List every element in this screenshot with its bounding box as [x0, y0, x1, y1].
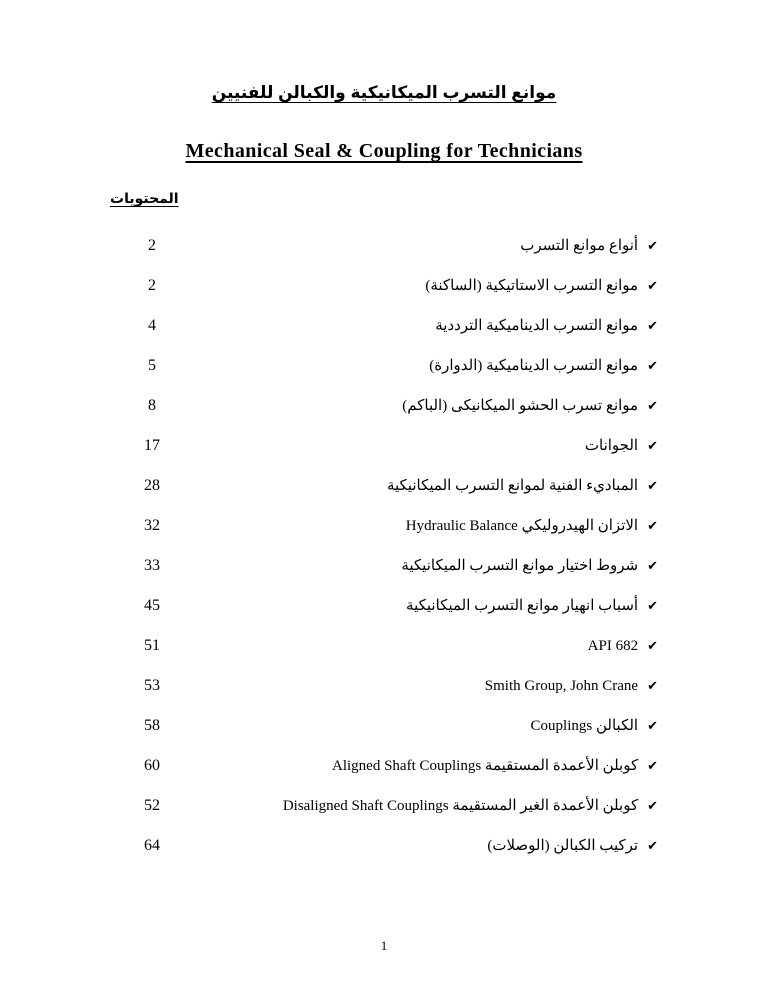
- checkmark-icon: ✔: [647, 439, 658, 454]
- checkmark-icon: ✔: [647, 639, 658, 654]
- toc-item-label: الكبالن Couplings: [530, 718, 639, 734]
- toc-item-label: تركيب الكبالن (الوصلات): [487, 838, 639, 854]
- toc-row[interactable]: [0, 436, 768, 476]
- contents-heading: المحتويات: [110, 190, 179, 206]
- checkmark-icon: ✔: [647, 559, 658, 574]
- checkmark-icon: ✔: [647, 279, 658, 294]
- toc-row[interactable]: [0, 636, 768, 676]
- toc-row[interactable]: [0, 716, 768, 756]
- toc-entry[interactable]: [387, 476, 658, 497]
- toc-item-label: أنواع موانع التسرب: [520, 238, 639, 254]
- toc-item-page-number: 64: [144, 837, 160, 854]
- toc-item-page-number: 52: [144, 797, 160, 814]
- checkmark-icon: ✔: [647, 399, 658, 414]
- toc-item-label: المباديء الفنية لموانع التسرب الميكانيكية: [386, 478, 639, 494]
- checkmark-icon: ✔: [647, 239, 658, 254]
- toc-item-label: موانع التسرب الاستاتيكية (الساكنة): [425, 278, 639, 294]
- toc-item-label: API 682: [587, 638, 639, 654]
- toc-row[interactable]: [0, 796, 768, 836]
- toc-row[interactable]: [0, 236, 768, 276]
- toc-item-page-number: 45: [144, 597, 160, 614]
- checkmark-icon: ✔: [647, 359, 658, 374]
- toc-entry[interactable]: [485, 676, 658, 697]
- toc-item-page-number: 4: [148, 317, 156, 334]
- toc-row[interactable]: [0, 836, 768, 876]
- toc-entry[interactable]: [406, 516, 658, 537]
- toc-entry[interactable]: [435, 316, 658, 337]
- toc-item-label: الاتزان الهيدروليكي Hydraulic Balance: [405, 518, 639, 534]
- toc-row[interactable]: [0, 276, 768, 316]
- toc-item-page-number: 5: [148, 357, 156, 374]
- toc-row[interactable]: [0, 476, 768, 516]
- table-of-contents: [0, 236, 768, 876]
- toc-entry[interactable]: [283, 796, 658, 817]
- checkmark-icon: ✔: [647, 719, 658, 734]
- footer-page-number: 1: [380, 938, 388, 953]
- toc-entry[interactable]: [425, 276, 658, 297]
- checkmark-icon: ✔: [647, 319, 658, 334]
- toc-item-label: الجوانات: [584, 438, 639, 454]
- toc-item-page-number: 8: [148, 397, 156, 414]
- checkmark-icon: ✔: [647, 519, 658, 534]
- toc-item-page-number: 33: [144, 557, 160, 574]
- arabic-title-container: [0, 82, 768, 105]
- toc-item-label: موانع التسرب الديناميكية الترددية: [435, 318, 639, 334]
- toc-entry[interactable]: [402, 396, 658, 417]
- toc-entry[interactable]: [520, 236, 658, 257]
- toc-row[interactable]: [0, 316, 768, 356]
- toc-item-page-number: 53: [144, 677, 160, 694]
- toc-item-page-number: 2: [148, 237, 156, 254]
- toc-entry[interactable]: [588, 636, 658, 657]
- toc-item-page-number: 58: [144, 717, 160, 734]
- checkmark-icon: ✔: [647, 599, 658, 614]
- toc-item-label: Smith Group, John Crane: [484, 678, 639, 694]
- checkmark-icon: ✔: [647, 799, 658, 814]
- toc-item-page-number: 17: [144, 437, 160, 454]
- checkmark-icon: ✔: [647, 679, 658, 694]
- toc-item-page-number: 2: [148, 277, 156, 294]
- toc-item-label: شروط اختيار موانع التسرب الميكانيكية: [401, 558, 639, 574]
- toc-entry[interactable]: [429, 356, 658, 377]
- toc-row[interactable]: [0, 756, 768, 796]
- contents-heading-container: [110, 190, 658, 208]
- toc-entry[interactable]: [487, 836, 658, 857]
- toc-item-page-number: 51: [144, 637, 160, 654]
- toc-entry[interactable]: [332, 756, 658, 777]
- toc-entry[interactable]: [531, 716, 658, 737]
- toc-item-page-number: 28: [144, 477, 160, 494]
- checkmark-icon: ✔: [647, 839, 658, 854]
- toc-row[interactable]: [0, 676, 768, 716]
- checkmark-icon: ✔: [647, 479, 658, 494]
- english-title-container: [0, 140, 768, 163]
- document-title-english: Mechanical Seal & Coupling for Technicians: [185, 140, 583, 162]
- toc-item-page-number: 32: [144, 517, 160, 534]
- toc-item-label: موانع التسرب الديناميكية (الدوارة): [429, 358, 639, 374]
- toc-entry[interactable]: [406, 596, 658, 617]
- page-footer: [0, 938, 768, 954]
- toc-item-page-number: 60: [144, 757, 160, 774]
- toc-entry[interactable]: [585, 436, 658, 457]
- checkmark-icon: ✔: [647, 759, 658, 774]
- toc-item-label: كوبلن الأعمدة الغير المستقيمة Disaligned Shaft Couplings: [282, 798, 639, 814]
- toc-row[interactable]: [0, 596, 768, 636]
- toc-row[interactable]: [0, 516, 768, 556]
- toc-row[interactable]: [0, 556, 768, 596]
- toc-row[interactable]: [0, 356, 768, 396]
- toc-entry[interactable]: [401, 556, 658, 577]
- document-title-arabic: موانع التسرب الميكانيكية والكبالن للفنيين: [211, 83, 557, 102]
- toc-item-label: كوبلن الأعمدة المستقيمة Aligned Shaft Couplings: [332, 758, 639, 774]
- toc-item-label: أسباب انهيار موانع التسرب الميكانيكية: [406, 598, 639, 614]
- toc-item-label: موانع تسرب الحشو الميكانيكى (الباكم): [402, 398, 639, 414]
- toc-row[interactable]: [0, 396, 768, 436]
